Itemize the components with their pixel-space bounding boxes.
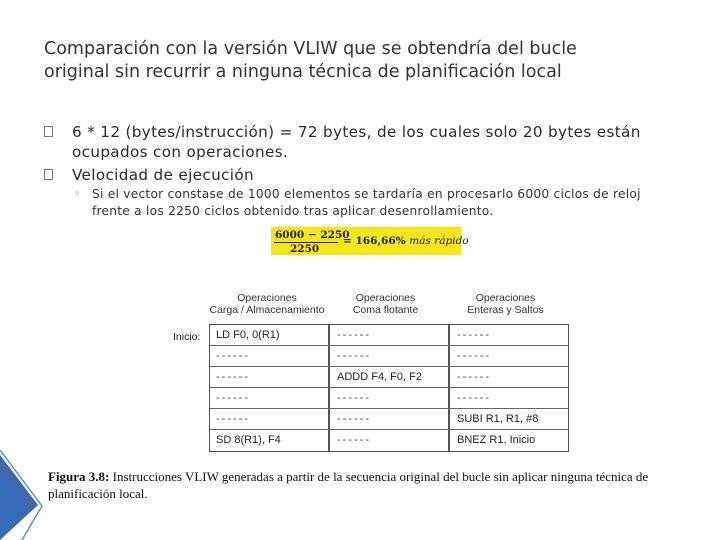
table-cell: ------	[216, 350, 250, 362]
table-cell: LD F0, 0(R1)	[216, 329, 280, 341]
bullet-bytes-line-2: ocupados con operaciones.	[72, 143, 289, 161]
column-divider	[448, 325, 450, 451]
table-cell: BNEZ R1, Inicio	[457, 434, 536, 446]
row-divider	[210, 387, 568, 388]
table-cell: ------	[216, 392, 250, 404]
row-divider	[210, 429, 568, 430]
slide-title-line-2: original sin recurrir a ninguna técnica de planificación local	[44, 62, 562, 82]
column-header-line-2: Coma flotante	[352, 304, 419, 316]
table-cell: ------	[216, 413, 250, 425]
formula-denominator: 2250	[290, 243, 320, 255]
vliw-figure	[36, 292, 716, 508]
column-header-integer-branch	[453, 292, 558, 316]
bullet-box-icon	[44, 169, 53, 180]
slide-title	[44, 38, 694, 84]
bullet-bytes-line-1: 6 * 12 (bytes/instrucción) = 72 bytes, de los cuales solo 20 bytes están	[72, 123, 641, 141]
row-divider	[210, 366, 568, 367]
row-divider	[210, 408, 568, 409]
table-cell: SUBI R1, R1, #8	[457, 413, 539, 425]
figure-caption-text: Instrucciones VLIW generadas a partir de la secuencia original del bucle sin aplicar ninguna técnica de planificación local.	[48, 469, 649, 501]
formula-result-suffix: más rápido	[409, 235, 469, 247]
table-cell: ------	[216, 371, 250, 383]
figure-caption-label: Figura 3.8:	[48, 469, 110, 484]
column-header-line-2: Enteras y Saltos	[467, 304, 544, 316]
formula-result	[343, 235, 469, 247]
column-header-line-2: Carga / Almacenamiento	[209, 304, 325, 316]
table-cell: ------	[457, 371, 491, 383]
row-label-inicio: Inicio:	[173, 331, 201, 343]
formula-numerator: 6000 − 2250	[275, 229, 350, 241]
table-cell: ------	[457, 350, 491, 362]
table-cell: ------	[337, 350, 371, 362]
table-cell: SD 8(R1), F4	[216, 434, 281, 446]
table-cell: ------	[457, 329, 491, 341]
table-cell: ------	[457, 392, 491, 404]
column-header-floating-point	[333, 292, 438, 316]
column-header-line-1: Operaciones	[475, 292, 536, 304]
column-header-load-store	[209, 292, 325, 316]
column-header-line-1: Operaciones	[355, 292, 416, 304]
figure-caption	[48, 468, 713, 502]
column-header-line-1: Operaciones	[237, 292, 297, 304]
table-cell: ------	[337, 434, 371, 446]
vliw-instruction-table	[209, 324, 569, 452]
bullet-box-icon	[44, 126, 53, 137]
slide-title-line-1: Comparación con la versión VLIW que se obtendría del bucle	[44, 39, 577, 59]
row-divider	[210, 345, 568, 346]
bullet-speed-text: Velocidad de ejecución	[72, 166, 254, 184]
formula-result-value: = 166,66%	[343, 235, 406, 247]
table-cell: ------	[337, 329, 371, 341]
table-cell: ------	[337, 413, 371, 425]
sub-bullet-line-2: frente a los 2250 ciclos obtenido tras aplicar desenrollamiento.	[92, 204, 494, 218]
column-divider	[328, 325, 330, 451]
sub-bullet-line-1: Si el vector constase de 1000 elementos se tardaría en procesarlo 6000 ciclos de reloj	[92, 187, 641, 201]
table-cell: ADDD F4, F0, F2	[337, 371, 422, 383]
slide-corner-decoration	[0, 450, 60, 540]
speedup-formula	[271, 227, 469, 255]
sub-bullet-icon: ◦	[74, 187, 81, 200]
table-cell: ------	[337, 392, 371, 404]
